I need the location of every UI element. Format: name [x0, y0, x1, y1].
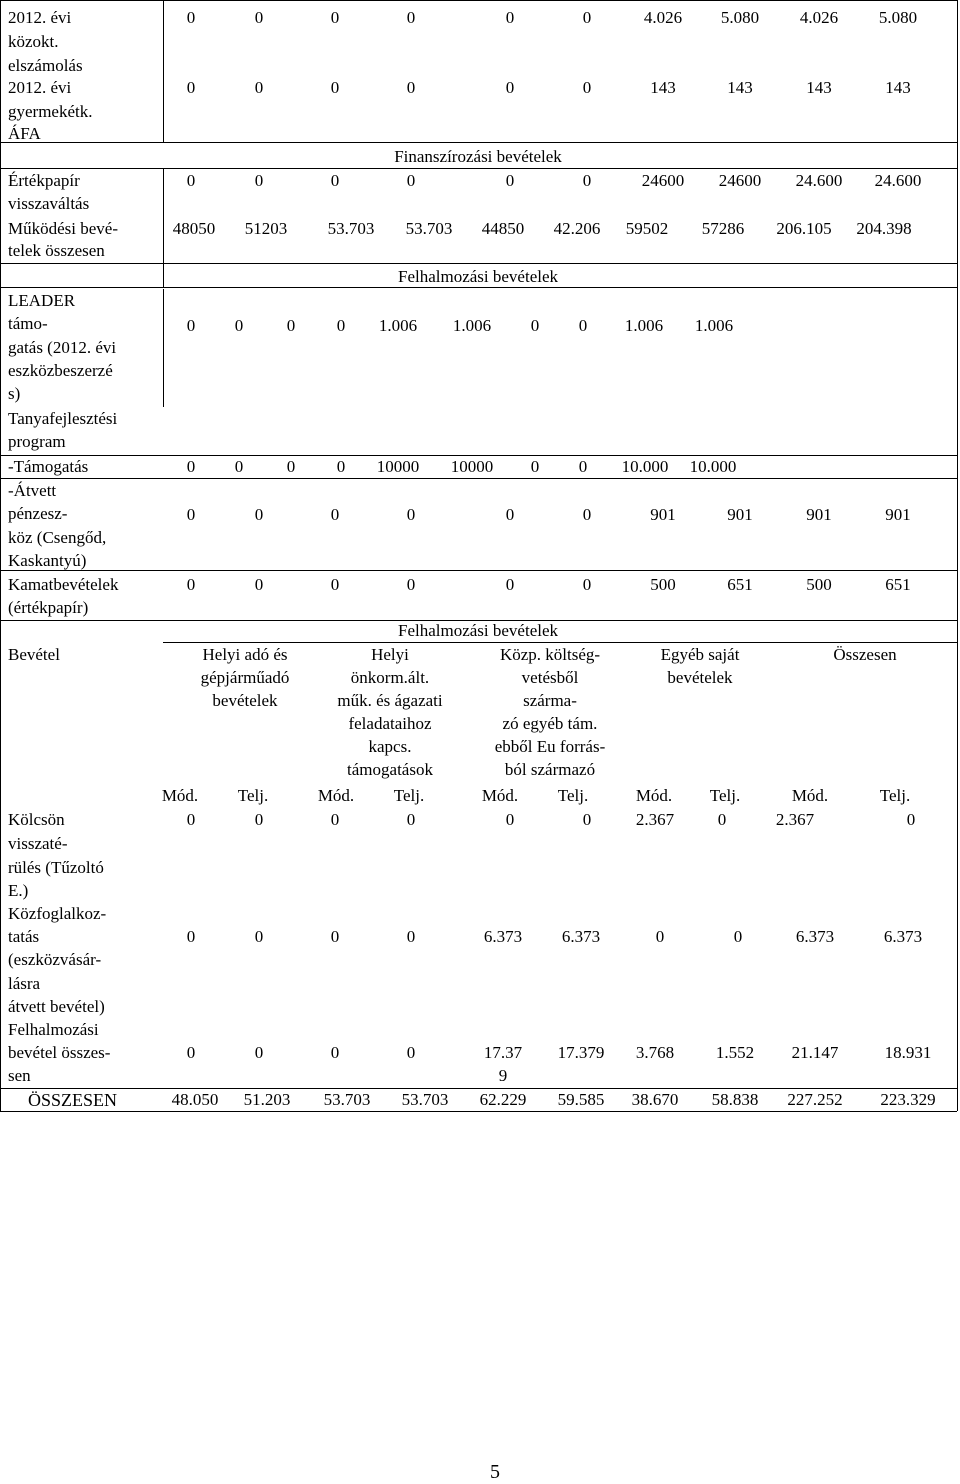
cell: 0: [186, 1043, 196, 1062]
cell: 0: [582, 575, 592, 594]
cell: 21.147: [791, 1043, 839, 1062]
cell: 0: [330, 810, 340, 829]
row-label: telek összesen: [8, 241, 105, 260]
row-label: eszközbeszerzé: [8, 361, 113, 380]
cell: 44850: [481, 219, 525, 238]
cell: 651: [727, 575, 753, 594]
cell: 0: [330, 927, 340, 946]
cell: 10000: [450, 457, 494, 476]
cell: 62.229: [479, 1090, 527, 1109]
subcol-telj: Telj.: [237, 786, 269, 805]
cell: 0: [717, 810, 727, 829]
subcol-telj: Telj.: [557, 786, 589, 805]
total-label: ÖSSZESEN: [28, 1090, 118, 1110]
row-label: LEADER: [8, 291, 76, 310]
cell: 0: [286, 457, 296, 476]
cell: 53.703: [323, 1090, 371, 1109]
header-onkorm-tamogatas: önkorm.ált.: [350, 668, 430, 687]
cell: 24.600: [874, 171, 922, 190]
header-onkorm-tamogatas: kapcs.: [368, 737, 412, 756]
row-label: sen: [8, 1066, 31, 1085]
header-kozp-koltsegvetes: zó egyéb tám.: [502, 714, 598, 733]
cell: 0: [186, 505, 196, 524]
cell: 0: [254, 78, 264, 97]
row-label: Értékpapír: [8, 171, 80, 190]
page-number: 5: [490, 1461, 500, 1483]
cell: 48.050: [171, 1090, 219, 1109]
cell: 0: [505, 8, 515, 27]
header-egyeb-sajat: bevételek: [667, 668, 733, 687]
row-label: Tanyafejlesztési: [8, 409, 118, 428]
cell: 38.670: [631, 1090, 679, 1109]
cell: 10000: [376, 457, 420, 476]
cell: 0: [330, 78, 340, 97]
cell: 53.703: [405, 219, 453, 238]
cell: 2.367: [635, 810, 675, 829]
header-kozp-koltsegvetes: ebből Eu forrás-: [494, 737, 606, 756]
cell: 6.373: [795, 927, 835, 946]
cell: 24600: [641, 171, 685, 190]
cell: 901: [727, 505, 753, 524]
subcol-mod: Mód.: [791, 786, 829, 805]
row-label: átvett bevétel): [8, 997, 105, 1016]
cell: 17.379: [557, 1043, 605, 1062]
row-label: Közfoglalkoz-: [8, 904, 107, 923]
cell: 59.585: [557, 1090, 605, 1109]
cell: 6.373: [883, 927, 923, 946]
cell: 1.006: [378, 316, 418, 335]
cell: 0: [655, 927, 665, 946]
cell: 6.373: [483, 927, 523, 946]
row-label: Felhalmozási: [8, 1020, 99, 1039]
cell: 0: [330, 505, 340, 524]
row-label: s): [8, 384, 21, 403]
subcol-mod: Mód.: [317, 786, 355, 805]
row-label: (értékpapír): [8, 598, 89, 617]
cell: 227.252: [787, 1090, 843, 1109]
cell: 10.000: [621, 457, 669, 476]
cell: 204.398: [856, 219, 912, 238]
cell: 0: [254, 927, 264, 946]
cell: 53.703: [401, 1090, 449, 1109]
cell: 0: [406, 78, 416, 97]
cell: 0: [505, 505, 515, 524]
cell: 0: [578, 316, 588, 335]
cell: 651: [885, 575, 911, 594]
cell: 0: [505, 78, 515, 97]
subcol-telj: Telj.: [393, 786, 425, 805]
header-osszesen: Összesen: [833, 645, 897, 664]
row-label: 2012. évi: [8, 78, 72, 97]
cell: 0: [330, 171, 340, 190]
row-label: Kamatbevételek: [8, 575, 119, 594]
cell: 0: [186, 8, 196, 27]
cell: 51.203: [243, 1090, 291, 1109]
section-heading-felhalmozasi: Felhalmozási bevételek: [397, 267, 559, 286]
cell: 143: [727, 78, 753, 97]
row-label: -Átvett: [8, 481, 57, 500]
cell: 0: [406, 1043, 416, 1062]
subcol-mod: Mód.: [481, 786, 519, 805]
cell: 17.37: [483, 1043, 523, 1062]
header-bevetel: Bevétel: [8, 645, 60, 664]
cell: 0: [406, 927, 416, 946]
header-helyi-ado: bevételek: [212, 691, 278, 710]
cell: 0: [406, 505, 416, 524]
cell: 1.552: [715, 1043, 755, 1062]
cell: 223.329: [880, 1090, 936, 1109]
cell: 206.105: [776, 219, 832, 238]
cell: 0: [505, 575, 515, 594]
row-label: rülés (Tűzoltó: [8, 858, 104, 877]
row-label: (eszközvásár-: [8, 950, 102, 969]
cell: 0: [286, 316, 296, 335]
cell: 5.080: [878, 8, 918, 27]
cell: 0: [254, 575, 264, 594]
row-label: gyermekétk.: [8, 102, 93, 121]
cell: 3.768: [635, 1043, 675, 1062]
row-label: ÁFA: [8, 124, 41, 143]
cell: 143: [650, 78, 676, 97]
cell: 0: [578, 457, 588, 476]
cell: 0: [254, 8, 264, 27]
header-onkorm-tamogatas: feladataihoz: [348, 714, 432, 733]
cell: 0: [186, 810, 196, 829]
cell: 10.000: [689, 457, 737, 476]
row-label: tatás: [8, 927, 40, 946]
header-onkorm-tamogatas: támogatások: [347, 760, 433, 779]
cell: 0: [254, 1043, 264, 1062]
cell: 58.838: [711, 1090, 759, 1109]
cell: 0: [906, 810, 916, 829]
cell: 0: [406, 8, 416, 27]
row-label: támo-: [8, 314, 48, 333]
cell: 1.006: [624, 316, 664, 335]
cell: 24.600: [795, 171, 843, 190]
cell: 0: [336, 457, 346, 476]
cell: 24600: [718, 171, 762, 190]
cell: 0: [186, 316, 196, 335]
cell: 0: [234, 316, 244, 335]
cell: 1.006: [694, 316, 734, 335]
cell: 0: [330, 8, 340, 27]
cell: 0: [530, 457, 540, 476]
cell: 59502: [625, 219, 669, 238]
cell: 500: [650, 575, 676, 594]
row-label: Kaskantyú): [8, 551, 87, 570]
cell: 0: [336, 316, 346, 335]
row-label: visszaté-: [8, 834, 68, 853]
cell: 57286: [701, 219, 745, 238]
header-kozp-koltsegvetes: vetésből: [521, 668, 579, 687]
header-helyi-ado: Helyi adó és: [202, 645, 288, 664]
cell: 0: [330, 1043, 340, 1062]
row-label: pénzesz-: [8, 504, 68, 523]
cell: 0: [254, 810, 264, 829]
cell: 500: [806, 575, 832, 594]
cell: 0: [582, 8, 592, 27]
cell: 143: [806, 78, 832, 97]
cell: 48050: [172, 219, 216, 238]
cell: 0: [505, 810, 515, 829]
header-kozp-koltsegvetes: szárma-: [523, 691, 577, 710]
row-label: 2012. évi: [8, 8, 72, 27]
cell-wrap: 9: [498, 1066, 508, 1085]
header-kozp-koltsegvetes: ból származó: [504, 760, 596, 779]
cell: 0: [530, 316, 540, 335]
cell: 0: [186, 575, 196, 594]
row-label: program: [8, 432, 66, 451]
section-heading-felhalmozasi-2: Felhalmozási bevételek: [397, 621, 559, 640]
subcol-mod: Mód.: [161, 786, 199, 805]
cell: 53.703: [327, 219, 375, 238]
row-label: bevétel összes-: [8, 1043, 111, 1062]
cell: 0: [330, 575, 340, 594]
header-onkorm-tamogatas: műk. és ágazati: [337, 691, 443, 710]
cell: 4.026: [799, 8, 839, 27]
row-label: Működési bevé-: [8, 219, 119, 238]
cell: 0: [186, 171, 196, 190]
subcol-mod: Mód.: [635, 786, 673, 805]
cell: 0: [582, 78, 592, 97]
cell: 2.367: [775, 810, 815, 829]
cell: 42.206: [553, 219, 601, 238]
header-kozp-koltsegvetes: Közp. költség-: [499, 645, 601, 664]
subcol-telj: Telj.: [709, 786, 741, 805]
header-onkorm-tamogatas: Helyi: [371, 645, 409, 664]
cell: 0: [582, 171, 592, 190]
row-label: lásra: [8, 974, 41, 993]
row-label: -Támogatás: [8, 457, 89, 476]
cell: 143: [885, 78, 911, 97]
header-helyi-ado: gépjárműadó: [200, 668, 290, 687]
row-label: visszaváltás: [8, 194, 90, 213]
row-label: közokt.: [8, 32, 59, 51]
cell: 901: [650, 505, 676, 524]
cell: 5.080: [720, 8, 760, 27]
cell: 51203: [244, 219, 288, 238]
cell: 0: [254, 505, 264, 524]
cell: 0: [186, 457, 196, 476]
subcol-telj: Telj.: [879, 786, 911, 805]
section-heading-finanszirozasi: Finanszírozási bevételek: [394, 147, 562, 166]
cell: 1.006: [452, 316, 492, 335]
row-label: E.): [8, 881, 29, 900]
cell: 0: [406, 575, 416, 594]
cell: 901: [885, 505, 911, 524]
cell: 18.931: [884, 1043, 932, 1062]
cell: 0: [234, 457, 244, 476]
row-label: elszámolás: [8, 56, 83, 75]
cell: 0: [186, 927, 196, 946]
cell: 0: [254, 171, 264, 190]
cell: 6.373: [561, 927, 601, 946]
cell: 0: [186, 78, 196, 97]
cell: 0: [733, 927, 743, 946]
cell: 0: [406, 171, 416, 190]
row-label: Kölcsön: [8, 810, 65, 829]
row-label: gatás (2012. évi: [8, 338, 117, 357]
cell: 4.026: [643, 8, 683, 27]
cell: 901: [806, 505, 832, 524]
row-label: köz (Csengőd,: [8, 528, 107, 547]
cell: 0: [505, 171, 515, 190]
cell: 0: [582, 810, 592, 829]
cell: 0: [582, 505, 592, 524]
header-egyeb-sajat: Egyéb saját: [660, 645, 740, 664]
cell: 0: [406, 810, 416, 829]
